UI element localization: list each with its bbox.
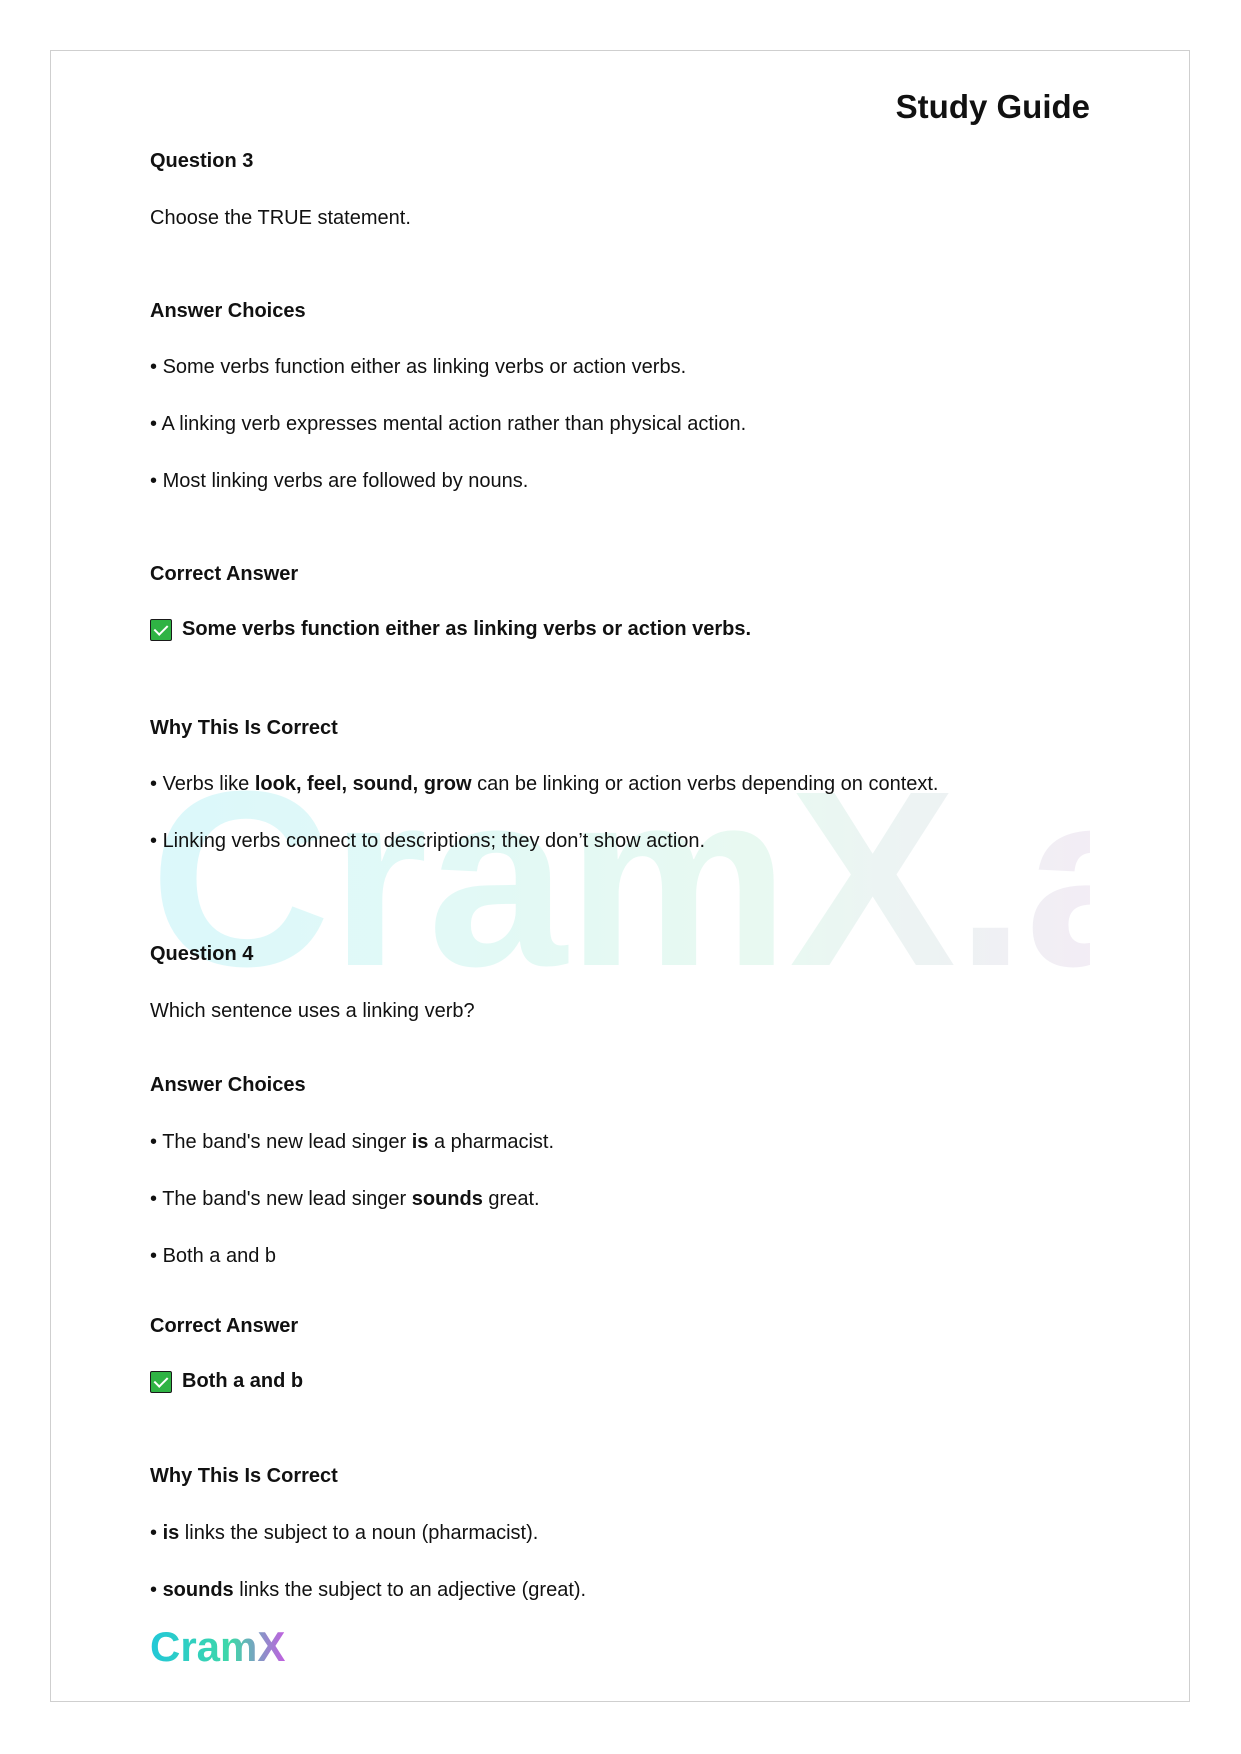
logo-text: CramX bbox=[150, 1623, 286, 1670]
answer-choice: • Some verbs function either as linking verbs or action verbs. bbox=[150, 356, 687, 378]
question-heading: Question 4 bbox=[150, 943, 254, 965]
answer-choice: • The band's new lead singer sounds great. bbox=[150, 1188, 540, 1210]
watermark-text: CramX. bbox=[150, 760, 1026, 1000]
page-title: Study Guide bbox=[895, 88, 1090, 125]
why-correct-heading: Why This Is Correct bbox=[150, 717, 338, 739]
answer-choices-heading: Answer Choices bbox=[150, 300, 306, 322]
answer-choices-heading: Answer Choices bbox=[150, 1074, 306, 1096]
cramx-logo bbox=[150, 1623, 300, 1671]
correct-answer: Some verbs function either as linking verbs or action verbs. bbox=[150, 618, 751, 641]
page-frame bbox=[50, 50, 1190, 1702]
answer-choice: • Most linking verbs are followed by nouns. bbox=[150, 470, 529, 492]
question-prompt: Choose the TRUE statement. bbox=[150, 207, 411, 229]
reason-item: • Linking verbs connect to descriptions; they don’t show action. bbox=[150, 830, 706, 852]
correct-answer: Both a and b bbox=[150, 1370, 303, 1393]
correct-answer-heading: Correct Answer bbox=[150, 1315, 299, 1337]
reason-item: • sounds links the subject to an adjective (great). bbox=[150, 1579, 587, 1601]
check-mark-icon bbox=[150, 1371, 172, 1393]
correct-answer-heading: Correct Answer bbox=[150, 563, 299, 585]
cramx-logo-graphic bbox=[150, 1623, 300, 1671]
question-prompt: Which sentence uses a linking verb? bbox=[150, 1000, 475, 1022]
reason-item: • is links the subject to a noun (pharmacist). bbox=[150, 1522, 539, 1544]
answer-choice: • Both a and b bbox=[150, 1245, 276, 1267]
question-heading: Question 3 bbox=[150, 150, 254, 172]
check-mark-icon bbox=[150, 619, 172, 641]
reason-item: • Verbs like look, feel, sound, grow can be linking or action verbs depending on context. bbox=[150, 773, 939, 795]
why-correct-heading: Why This Is Correct bbox=[150, 1465, 338, 1487]
answer-choice: • The band's new lead singer is a pharmacist. bbox=[150, 1131, 555, 1153]
answer-choice: • A linking verb expresses mental action rather than physical action. bbox=[150, 413, 747, 435]
